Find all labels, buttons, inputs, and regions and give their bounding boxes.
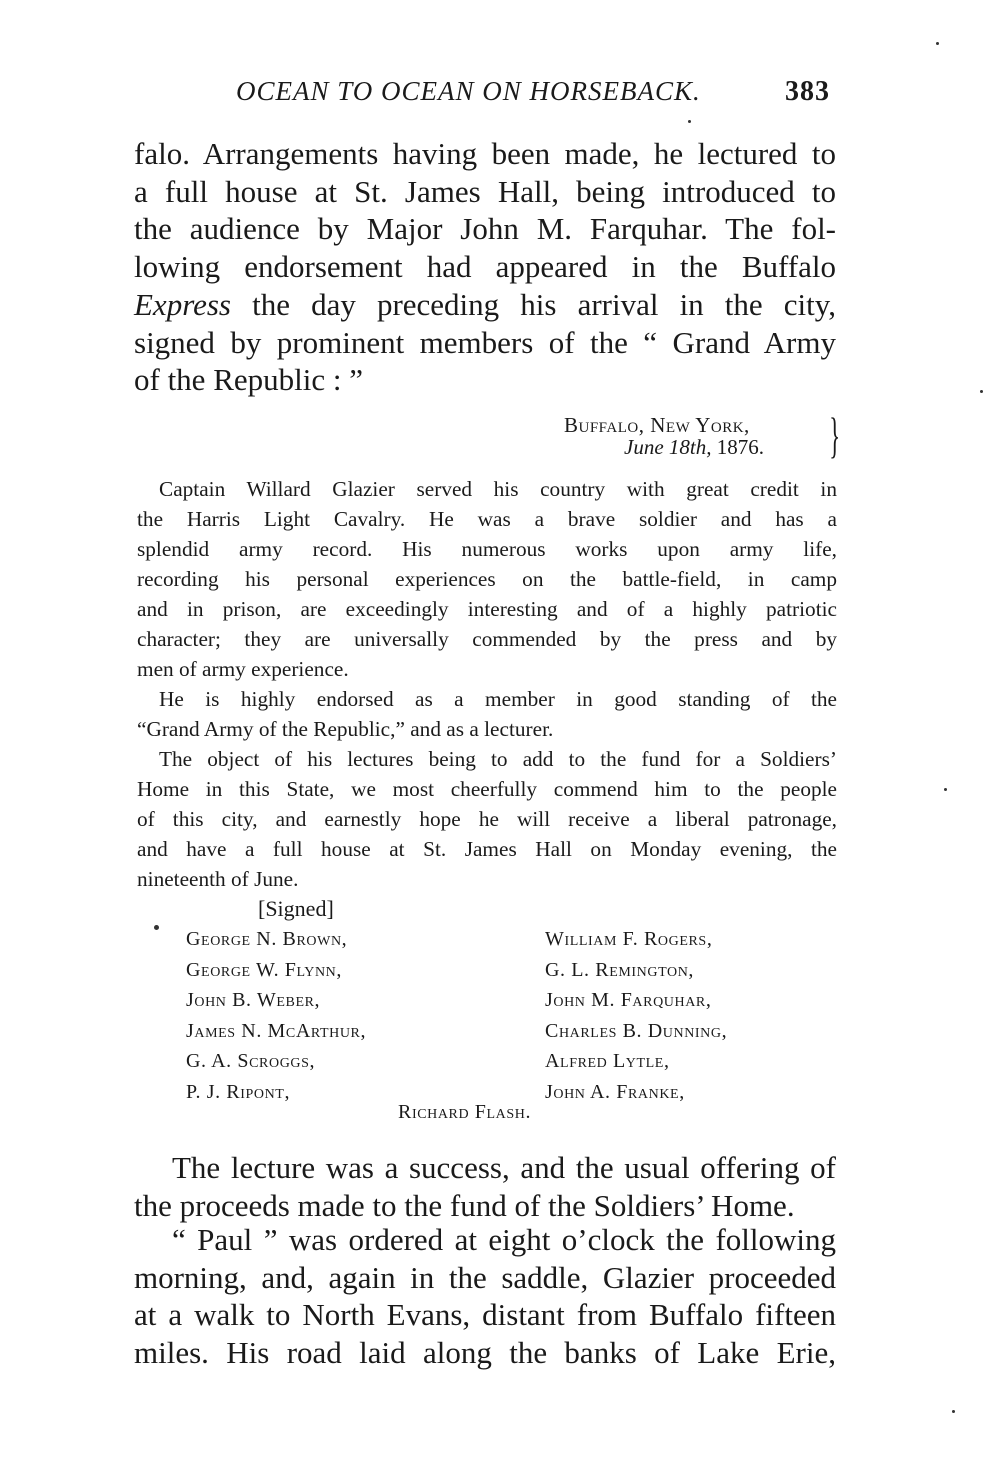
signature-column-left bbox=[186, 924, 366, 1107]
text-line: men of army experience. bbox=[137, 657, 349, 681]
scan-speck bbox=[936, 42, 939, 45]
dateline-place: Buffalo, New York, bbox=[564, 413, 750, 437]
text-line: recording his personal experiences on the battle-field, in camp bbox=[137, 567, 837, 591]
text-line: and in prison, are exceedingly interesting and of a highly patriotic bbox=[137, 597, 837, 621]
signature-name: Alfred Lytle, bbox=[545, 1050, 670, 1072]
signature-column-right bbox=[545, 924, 727, 1107]
text-line: the proceeds made to the fund of the Soldiers’ Home. bbox=[134, 1187, 795, 1223]
text-line: miles. His road laid along the banks of Lake Erie, bbox=[134, 1335, 836, 1371]
text-line: splendid army record. His numerous works upon army life, bbox=[137, 537, 837, 561]
signature-name: G. A. Scroggs, bbox=[186, 1050, 316, 1072]
signature-name: George N. Brown, bbox=[186, 928, 348, 950]
text-line: He is highly endorsed as a member in good standing of the bbox=[159, 687, 837, 711]
signature-name: John M. Farquhar, bbox=[545, 989, 712, 1011]
signed-label: [Signed] bbox=[258, 896, 334, 921]
scan-speck bbox=[154, 925, 159, 930]
signature-name: William F. Rogers, bbox=[545, 928, 713, 950]
text-line: Captain Willard Glazier served his country with great credit in bbox=[159, 477, 837, 501]
scan-speck bbox=[944, 788, 947, 791]
text-line: “Grand Army of the Republic,” and as a lecturer. bbox=[137, 717, 554, 741]
text-line: Home in this State, we most cheerfully commend him to the people bbox=[137, 777, 837, 801]
signature-name: James N. McArthur, bbox=[186, 1019, 367, 1042]
dateline-year: 1876. bbox=[716, 435, 764, 459]
page-number: 383 bbox=[785, 76, 830, 107]
text-line: signed by prominent members of the “ Grand Army bbox=[134, 324, 836, 360]
signature-name: G. L. Remington, bbox=[545, 958, 695, 981]
signature-name: John A. Franke, bbox=[545, 1080, 685, 1103]
paragraph-lecture bbox=[134, 1149, 836, 1224]
text-line bbox=[134, 286, 836, 324]
running-head bbox=[236, 76, 836, 116]
paragraph-paul bbox=[134, 1221, 836, 1372]
text-line: and have a full house at St. James Hall on Monday evening, the bbox=[137, 837, 837, 861]
text-line: “ Paul ” was ordered at eight o’clock the following bbox=[172, 1222, 836, 1257]
dateline-day: June 18th, bbox=[624, 435, 712, 459]
brace-glyph: } bbox=[829, 407, 840, 463]
endorsement-paragraph-3 bbox=[137, 744, 837, 894]
scan-speck bbox=[952, 1410, 955, 1413]
text-line: falo. Arrangements having been made, he lectured to bbox=[134, 136, 836, 171]
text-line: The lecture was a success, and the usual offering of bbox=[172, 1150, 836, 1185]
text-line: The object of his lectures being to add to the fund for a Soldiers’ bbox=[159, 747, 837, 771]
signature-name: P. J. Ripont, bbox=[186, 1080, 291, 1103]
text-line: at a walk to North Evans, distant from Buffalo fifteen bbox=[134, 1297, 836, 1333]
dateline bbox=[564, 407, 840, 466]
text-line: of this city, and earnestly hope he will receive a liberal patronage, bbox=[137, 807, 837, 831]
signature-name: John B. Weber, bbox=[186, 989, 321, 1011]
italic-word: Express bbox=[134, 286, 231, 322]
endorsement-paragraph-2 bbox=[137, 684, 837, 744]
text-line-rest: the day preceding his arrival in the city, bbox=[252, 286, 836, 322]
scan-speck bbox=[688, 120, 691, 123]
text-line: of the Republic : ” bbox=[134, 362, 363, 398]
paragraph-opening bbox=[134, 135, 836, 399]
signature-name: George W. Flynn, bbox=[186, 958, 342, 981]
text-line: a full house at St. James Hall, being introduced to bbox=[134, 173, 836, 209]
text-line: nineteenth of June. bbox=[137, 867, 299, 891]
signature-final: Richard Flash. bbox=[398, 1101, 532, 1123]
text-line: lowing endorsement had appeared in the Buffalo bbox=[134, 249, 836, 285]
scan-speck bbox=[980, 390, 983, 393]
text-line: the Harris Light Cavalry. He was a brave soldier and has a bbox=[137, 507, 837, 531]
text-line: morning, and, again in the saddle, Glazier proceeded bbox=[134, 1259, 836, 1295]
text-line: character; they are universally commended by the press and by bbox=[137, 627, 837, 651]
endorsement-paragraph-1 bbox=[137, 474, 837, 684]
dateline-date bbox=[624, 436, 764, 459]
signature-name: Charles B. Dunning, bbox=[545, 1019, 728, 1042]
running-head-title: OCEAN TO OCEAN ON HORSEBACK. bbox=[236, 76, 701, 106]
text-line: the audience by Major John M. Farquhar. The fol- bbox=[134, 211, 836, 247]
